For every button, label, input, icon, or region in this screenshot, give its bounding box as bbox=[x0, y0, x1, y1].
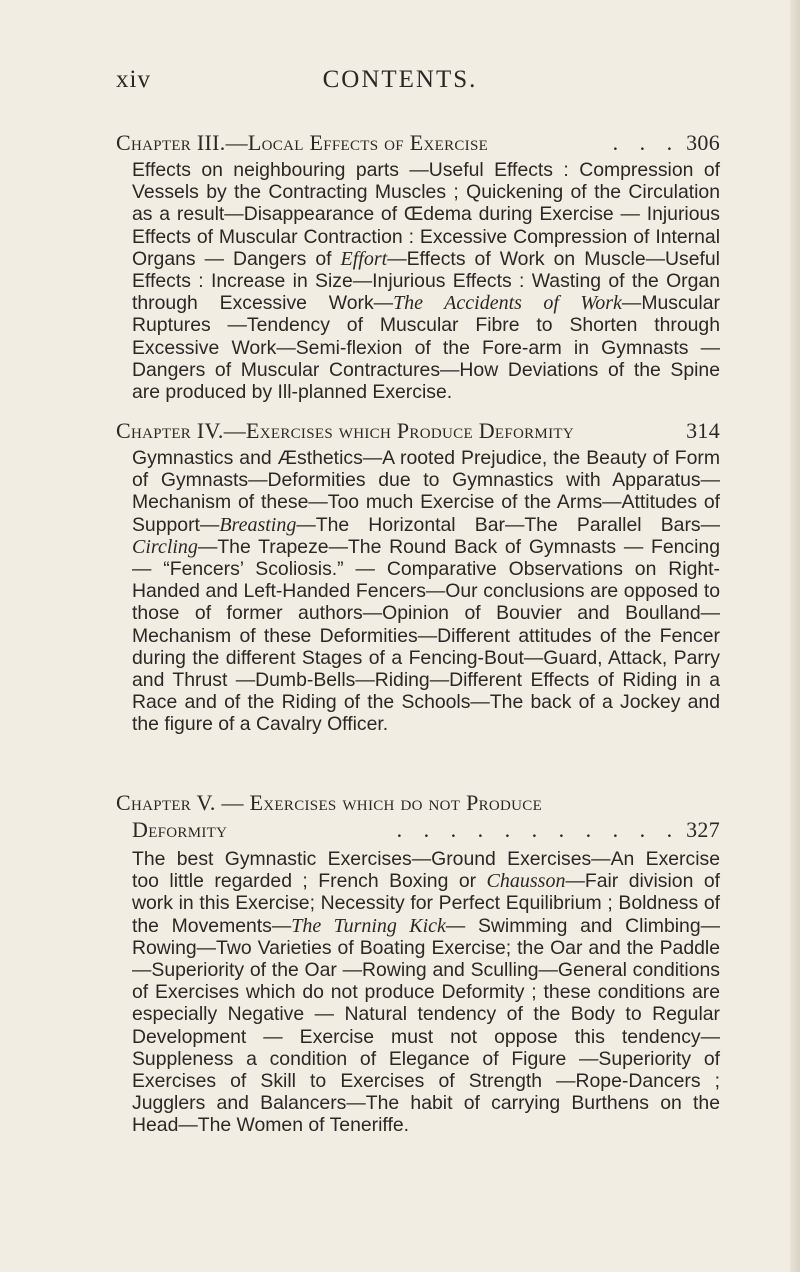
chapter-page-number: 314 bbox=[686, 418, 720, 443]
italic-term: Chausson bbox=[486, 870, 566, 893]
chapter-summary: The best Gymnastic Exercises—Ground Exercises—An Exercise too little regarded ; French Boxing or Chausson—Fair division of work in this Exercise; Necessity for Perfect Equilibrium ; Boldness of the Movements—The Turning Kick— Swimming and Climbing—Rowing—Two Varieties of Boating Exercise; the Oar and the Paddle—Superiority of the Oar —Rowing and Sculling—General conditions of Exercises which do not produce Deformity ; these conditions are especially Negative — Natural tendency of the Body to Regular Development — Exercise must not oppose this tendency—Suppleness a condition of Elegance of Figure —Superiority of Exercises of Skill to Exercises of Strength —Rope-Dancers ; Jugglers and Balancers—The habit of carrying Burthens on the Head—The Women of Teneriffe. bbox=[132, 848, 720, 1137]
chapter-title-line-2: Deformity bbox=[132, 817, 228, 842]
italic-term: Effort bbox=[340, 247, 388, 270]
chapter-title: Chapter IV.—Exercises which Produce Deformity bbox=[116, 418, 574, 443]
italic-term: Circling bbox=[132, 535, 198, 558]
dot-leader: . . . . . . . . . . . bbox=[396, 817, 681, 842]
chapter-4-entry bbox=[116, 418, 720, 736]
chapter-title-line-1: Chapter V. — Exercises which do not Produce bbox=[116, 790, 543, 815]
chapter-summary: Gymnastics and Æsthetics—A rooted Prejudice, the Beauty of Form of Gymnasts—Deformities due to Gymnastics with Apparatus—Mechanism of these—Too much Exercise of the Arms—Attitudes of Support—Breasting—The Horizontal Bar—The Parallel Bars—Circling—The Trapeze—The Round Back of Gymnasts — Fencing — “Fencers’ Scoliosis.” — Comparative Observations on Right-Handed and Left-Handed Fencers—Our conclusions are opposed to those of former authors—Opinion of Bouvier and Boulland—Mechanism of these Deformities—Different attitudes of the Fencer during the different Stages of a Fencing-Bout—Guard, Attack, Parry and Thrust —Dumb-Bells—Riding—Different Effects of Riding in a Race and of the Riding of the Schools—The back of a Jockey and the figure of a Cavalry Officer. bbox=[132, 447, 720, 736]
running-title: CONTENTS. bbox=[322, 66, 478, 93]
chapter-heading bbox=[116, 130, 720, 155]
page-edge bbox=[790, 0, 800, 1272]
chapter-page-number: 306 bbox=[686, 130, 720, 155]
italic-term: The Turning Kick bbox=[291, 914, 446, 937]
chapter-heading bbox=[116, 418, 720, 443]
italic-term: The Accidents of Work bbox=[393, 292, 622, 315]
chapter-5-entry bbox=[116, 790, 720, 1137]
chapter-page-number: 327 bbox=[686, 817, 720, 842]
chapter-3-entry bbox=[116, 130, 720, 403]
chapter-title: Chapter III.—Local Effects of Exercise bbox=[116, 130, 489, 155]
italic-term: Breasting bbox=[219, 513, 297, 536]
chapter-heading bbox=[116, 790, 720, 842]
dot-leader bbox=[574, 418, 686, 443]
page-header bbox=[0, 66, 800, 102]
page-number: xiv bbox=[116, 66, 151, 93]
dot-leader: . . . bbox=[612, 130, 681, 155]
chapter-summary: Effects on neighbouring parts —Useful Effects : Compression of Vessels by the Contracting Muscles ; Quickening of the Circulation as a result—Disappearance of Œdema during Exercise — Injurious Effects of Muscular Contraction : Excessive Compression of Internal Organs — Dangers of Effort—Effects of Work on Muscle—Useful Effects : Increase in Size—Injurious Effects : Wasting of the Organ through Excessive Work—The Accidents of Work—Muscular Ruptures —Tendency of Muscular Fibre to Shorten through Excessive Work—Semi-flexion of the Fore-arm in Gymnasts — Dangers of Muscular Contractures—How Deviations of the Spine are produced by Ill-planned Exercise. bbox=[132, 159, 720, 404]
